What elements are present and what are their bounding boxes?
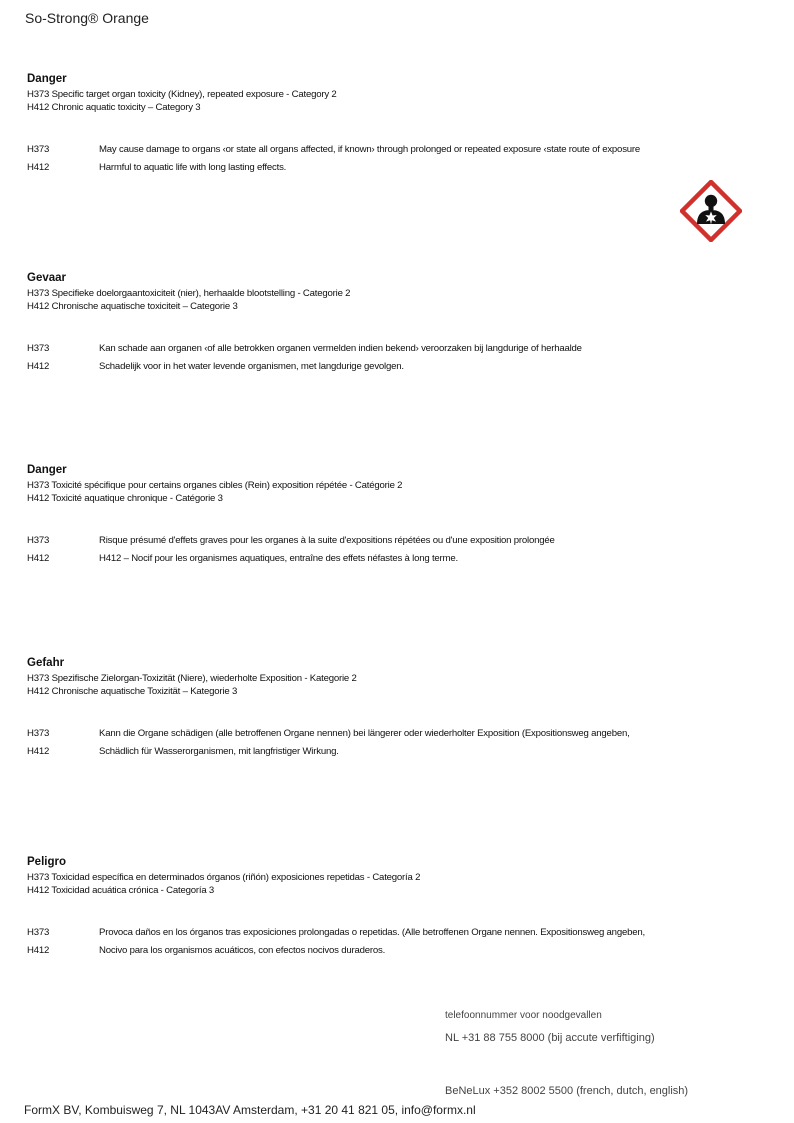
emergency-phone-nl: NL +31 88 755 8000 (bij accute verfiftiging) [445, 1032, 655, 1044]
classification-line: H412 Toxicidad acuática crónica - Categoría 3 [27, 885, 215, 896]
classification-line: H412 Chronische aquatische Toxizität – Kategorie 3 [27, 686, 238, 697]
hazard-code: H373 [27, 343, 50, 354]
hazard-statement-row [27, 550, 767, 568]
hazard-code: H412 [27, 945, 50, 956]
document-title: So-Strong® Orange [25, 10, 149, 26]
signal-word: Danger [27, 464, 67, 476]
hazard-statement-row [27, 340, 767, 358]
hazard-text: Provoca daños en los órganos tras exposiciones prolongadas o repetidas. (Alle betroffenen Organe nennen. Expositionsweg angeben, [99, 927, 645, 938]
hazard-text: Schädlich für Wasserorganismen, mit langfristiger Wirkung. [99, 746, 339, 757]
hazard-text: Kann die Organe schädigen (alle betroffenen Organe nennen) bei längerer oder wiederholter Exposition (Expositionsweg angeben, [99, 728, 630, 739]
classification-line: H412 Chronic aquatic toxicity – Category 3 [27, 102, 201, 113]
hazard-section-en [27, 73, 767, 177]
emergency-phone-benelux: BeNeLux +352 8002 5500 (french, dutch, english) [445, 1085, 689, 1097]
footer-address: FormX BV, Kombuisweg 7, NL 1043AV Amsterdam, +31 20 41 821 05, info@formx.nl [24, 1103, 476, 1117]
hazard-statement-row [27, 725, 767, 743]
hazard-statement-row [27, 141, 767, 159]
hazard-text: Risque présumé d'effets graves pour les organes à la suite d'expositions répétées ou d'une exposition prolongée [99, 535, 555, 546]
hazard-statement-row [27, 159, 767, 177]
hazard-statement-row [27, 924, 767, 942]
signal-word: Gevaar [27, 272, 67, 284]
hazard-statement-row [27, 743, 767, 761]
signal-word: Gefahr [27, 657, 65, 669]
hazard-section-es [27, 856, 767, 960]
signal-word: Danger [27, 73, 67, 85]
hazard-statements [27, 532, 767, 568]
hazard-code: H373 [27, 535, 50, 546]
signal-word: Peligro [27, 856, 66, 868]
ghs08-health-hazard-icon [680, 180, 742, 242]
hazard-text: Schadelijk voor in het water levende organismen, met langdurige gevolgen. [99, 361, 404, 372]
hazard-text: May cause damage to organs ‹or state all organs affected, if known› through prolonged or repeated exposure ‹state route of exposure [99, 144, 641, 155]
hazard-code: H373 [27, 927, 50, 938]
hazard-text: Nocivo para los organismos acuáticos, con efectos nocivos duraderos. [99, 945, 386, 956]
classification-line: H373 Toxicidad específica en determinados órganos (riñón) exposiciones repetidas - Categoría 2 [27, 872, 421, 883]
hazard-statements [27, 725, 767, 761]
hazard-text: Kan schade aan organen ‹of alle betrokken organen vermelden indien bekend› veroorzaken bij langdurige of herhaalde [99, 343, 582, 354]
hazard-section-fr [27, 464, 767, 568]
hazard-section-nl [27, 272, 767, 376]
hazard-text: H412 – Nocif pour les organismes aquatiques, entraîne des effets néfastes à long terme. [99, 553, 458, 564]
classification-line: H412 Chronische aquatische toxiciteit – Categorie 3 [27, 301, 238, 312]
classification-line: H373 Toxicité spécifique pour certains organes cibles (Rein) exposition répétée - Catégorie 2 [27, 480, 403, 491]
hazard-text: Harmful to aquatic life with long lasting effects. [99, 162, 287, 173]
hazard-code: H412 [27, 162, 50, 173]
classification-line: H412 Toxicité aquatique chronique - Catégorie 3 [27, 493, 223, 504]
hazard-code: H412 [27, 746, 50, 757]
hazard-statements [27, 340, 767, 376]
hazard-section-de [27, 657, 767, 761]
hazard-code: H412 [27, 553, 50, 564]
hazard-code: H412 [27, 361, 50, 372]
classification-line: H373 Spezifische Zielorgan-Toxizität (Niere), wiederholte Exposition - Kategorie 2 [27, 673, 357, 684]
hazard-statements [27, 141, 767, 177]
emergency-label: telefoonnummer voor noodgevallen [445, 1010, 602, 1021]
hazard-statement-row [27, 358, 767, 376]
hazard-code: H373 [27, 144, 50, 155]
hazard-statements [27, 924, 767, 960]
hazard-statement-row [27, 942, 767, 960]
hazard-code: H373 [27, 728, 50, 739]
classification-line: H373 Specifieke doelorgaantoxiciteit (nier), herhaalde blootstelling - Categorie 2 [27, 288, 351, 299]
hazard-statement-row [27, 532, 767, 550]
classification-line: H373 Specific target organ toxicity (Kidney), repeated exposure - Category 2 [27, 89, 337, 100]
